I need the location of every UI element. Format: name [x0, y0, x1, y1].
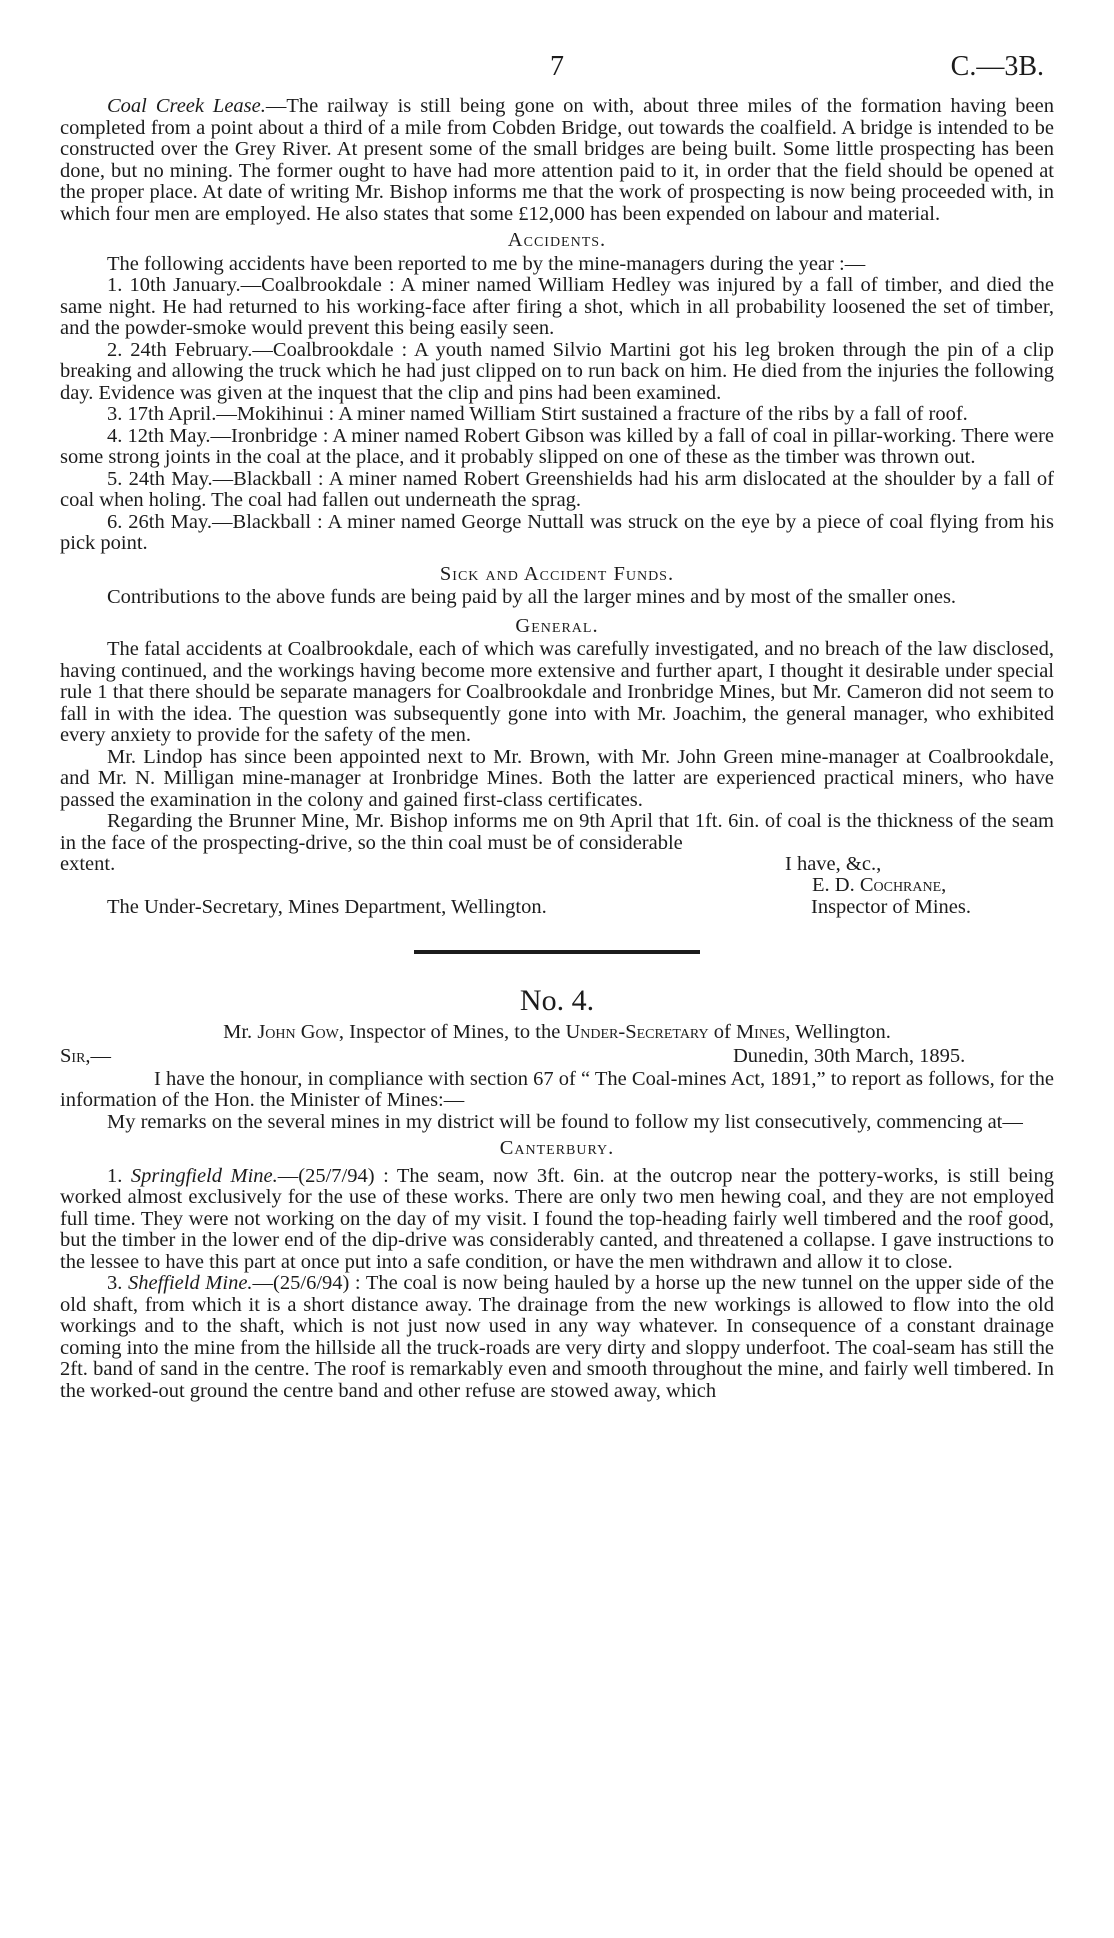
closing-signature: E. D. Cochrane,	[812, 874, 947, 896]
accident-item-2: 2. 24th February.—Coalbrookdale : A youth named Silvio Martini got his leg broken through the pin of a clip breaking and allowing the truck which he had just clipped on to run back on him. He died from the injuries the following day. Evidence was given at the inquest that the clip and pins had been examined.	[60, 338, 1054, 404]
coal-creek-paragraph	[60, 96, 1054, 225]
closing-office: Inspector of Mines.	[811, 896, 971, 918]
salutation: Sir,—	[60, 1044, 112, 1067]
salutation-line	[60, 1046, 1054, 1069]
springfield-text: —(25/7/94) : The seam, now 3ft. 6in. at the outcrop near the pottery-works, is still being worked almost exclusively for the use of these works. There are only two men hewing coal, and they are not employed full time. They were not working on the day of my visit. I found the top-heading fairly well timbered and the roof good, but the timber in the lower end of the dip-drive was considerably canted, and threatened a collapse. I gave instructions to the lessee to have this part at once put into a safe condition, or have the men withdrawn and allow it to close.	[60, 1164, 1055, 1273]
accident-item-3: 3. 17th April.—Mokihinui : A miner named William Stirt sustained a fracture of the ribs by a fall of roof.	[107, 403, 968, 425]
springfield-number: 1.	[107, 1164, 131, 1187]
accidents-intro: The following accidents have been reported to me by the mine-managers during the year :—	[107, 252, 866, 275]
accidents-heading: Accidents.	[507, 229, 607, 251]
place-text: , Wellington.	[785, 1021, 891, 1043]
sheffield-paragraph	[60, 1273, 1054, 1402]
closing-valediction: I have, &c.,	[785, 853, 882, 875]
letter-opening: I have the honour, in compliance with section 67 of “ The Coal-mines Act, 1891,” to report as follows, for the information of the Hon. the Minister of Mines:—	[60, 1067, 1054, 1111]
closing-addressee: The Under-Secretary, Mines Department, Wellington.	[107, 896, 547, 918]
to-name: Under-Secretary	[565, 1021, 709, 1043]
document-reference: C.—3B.	[950, 51, 1044, 82]
page-number: 7	[550, 51, 564, 82]
accident-item-5: 5. 24th May.—Blackball : A miner named Robert Greenshields had his arm dislocated at the shoulder by a fall of coal when holing. The coal had fallen out underneath the sprag.	[60, 467, 1054, 511]
general-paragraph-2: Mr. Lindop has since been appointed next to Mr. Brown, with Mr. John Green mine-manager at Coalbrookdale, and Mr. N. Milligan mine-manager at Ironbridge Mines. Both the latter are experienced practical miners, who have passed the examination in the colony and gained first-class certificates.	[60, 745, 1054, 811]
accident-item-4: 4. 12th May.—Ironbridge : A miner named Robert Gibson was killed by a fall of coal in pillar-working. There were some strong joints in the coal at the place, and it probably slipped on one of these as the timber was thrown out.	[60, 424, 1054, 468]
coal-creek-text: —The railway is still being gone on with, about three miles of the formation having been completed from a point about a third of a mile from Cobden Bridge, out towards the coalfield. A bridge is intended to be constructed over the Grey River. At present some of the small bridges are being built. Some little prospecting has been done, but no mining. The former ought to have had more attention paid to it, in order that the field should be opened at the proper place. At date of writing Mr. Bishop informs me that the work of prospecting is now being proceeded with, in which four men are employed. He also states that some £12,000 has been expended on labour and material.	[60, 95, 1054, 225]
general-heading: General.	[515, 614, 599, 637]
of-text: of	[708, 1021, 736, 1043]
letter-number: No. 4.	[519, 984, 595, 1017]
section-divider	[414, 950, 700, 954]
from-mid: , Inspector of Mines, to the	[338, 1021, 566, 1043]
funds-paragraph: Contributions to the above funds are being paid by all the larger mines and by most of the smaller ones.	[107, 586, 957, 608]
letter-closing	[60, 854, 1054, 944]
from-name: John Gow	[257, 1021, 339, 1043]
letter-remarks: My remarks on the several mines in my district will be found to follow my list consecutively, commencing at—	[107, 1110, 1023, 1133]
dateline: Dunedin, 30th March, 1895.	[733, 1044, 966, 1067]
general-paragraph-1: The fatal accidents at Coalbrookdale, each of which was carefully investigated, and no breach of the law disclosed, having continued, and the workings having become more extensive and further apart, I thought it desirable under special rule 1 that there should be separate managers for Coalbrookdale and Ironbridge Mines, but Mr. Cameron did not seem to fall in with the idea. The question was subsequently gone into with Mr. Joachim, the general manager, who exhibited every anxiety to provide for the safety of the men.	[60, 638, 1054, 746]
closing-extent-word: extent.	[60, 853, 116, 875]
brunner-paragraph: Regarding the Brunner Mine, Mr. Bishop informs me on 9th April that 1ft. 6in. of coal is the thickness of the seam in the face of the prospecting-drive, so the thin coal must be of considerable	[60, 810, 1054, 854]
accident-item-6: 6. 26th May.—Blackball : A miner named George Nuttall was struck on the eye by a piece of coal flying from his pick point.	[60, 510, 1054, 554]
sheffield-title: Sheffield Mine.	[127, 1272, 253, 1294]
from-prefix: Mr.	[223, 1021, 258, 1043]
accident-item-1: 1. 10th January.—Coalbrookdale : A miner named William Hedley was injured by a fall of timber, and died the same night. He had returned to his working-face after firing a shot, which in all probability loosened the set of timber, and the powder-smoke would prevent this being easily seen.	[60, 274, 1054, 339]
funds-heading: Sick and Accident Funds.	[439, 562, 675, 585]
sheffield-text: —(25/6/94) : The coal is now being hauled by a horse up the new tunnel on the upper side of the old shaft, from which it is a short distance away. The drainage from the new workings is allowed to flow into the old workings and to the shaft, which is not just now used in any way whatever. In consequence of a constant drainage coming into the mine from the hillside all the truck-roads are very dirty and sloppy underfoot. The coal-seam has still the 2ft. band of sand in the centre. The roof is remarkably even and smooth throughout the mine, and fairly well timbered. In the worked-out ground the centre band and other refuse are stowed away, which	[60, 1272, 1054, 1402]
page-header	[60, 51, 1054, 96]
sheffield-number: 3.	[107, 1272, 128, 1294]
springfield-title: Springfield Mine.	[130, 1164, 278, 1187]
coal-creek-title: Coal Creek Lease.	[107, 95, 266, 117]
canterbury-heading: Canterbury.	[499, 1137, 615, 1159]
mines-word: Mines	[735, 1021, 786, 1043]
springfield-paragraph	[60, 1166, 1054, 1274]
letter-from-line	[60, 1022, 1054, 1044]
